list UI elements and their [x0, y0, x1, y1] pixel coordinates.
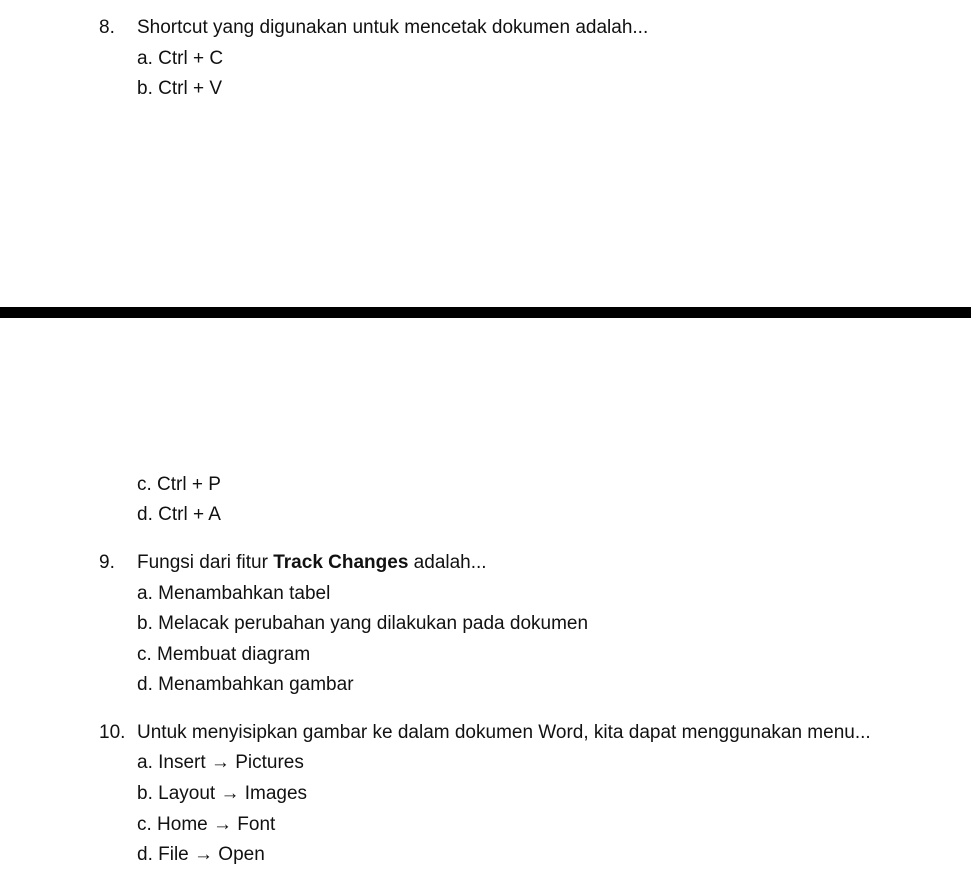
question-9-number: 9.	[99, 552, 115, 573]
question-9-text-before: Fungsi dari fitur	[137, 552, 274, 573]
question-10-text: Untuk menyisipkan gambar ke dalam dokumen Word, kita dapat menggunakan menu...	[137, 722, 871, 743]
question-9-option-d: d. Menambahkan gambar	[137, 674, 354, 695]
question-9-text-bold: Track Changes	[273, 552, 409, 573]
question-10-option-a: a. Insert → Pictures	[137, 752, 304, 773]
question-9-text	[137, 551, 487, 575]
question-8-option-d: d. Ctrl + A	[137, 504, 221, 525]
question-10-option-d: d. File → Open	[137, 844, 265, 865]
question-8-option-b: b. Ctrl + V	[137, 78, 222, 99]
question-10-number: 10.	[99, 722, 126, 743]
question-10-option-c: c. Home → Font	[137, 814, 276, 835]
question-10-option-b: b. Layout → Images	[137, 783, 308, 804]
question-9-option-c: c. Membuat diagram	[137, 644, 311, 665]
question-9-text-after: adalah...	[408, 552, 487, 573]
page-break-divider	[0, 307, 971, 318]
question-8-number: 8.	[99, 17, 115, 38]
question-8-text: Shortcut yang digunakan untuk mencetak dokumen adalah...	[137, 17, 649, 38]
question-8-option-a: a. Ctrl + C	[137, 48, 224, 69]
question-9-option-a: a. Menambahkan tabel	[137, 583, 331, 604]
question-8-option-c: c. Ctrl + P	[137, 474, 221, 495]
question-9-option-b: b. Melacak perubahan yang dilakukan pada dokumen	[137, 613, 589, 634]
